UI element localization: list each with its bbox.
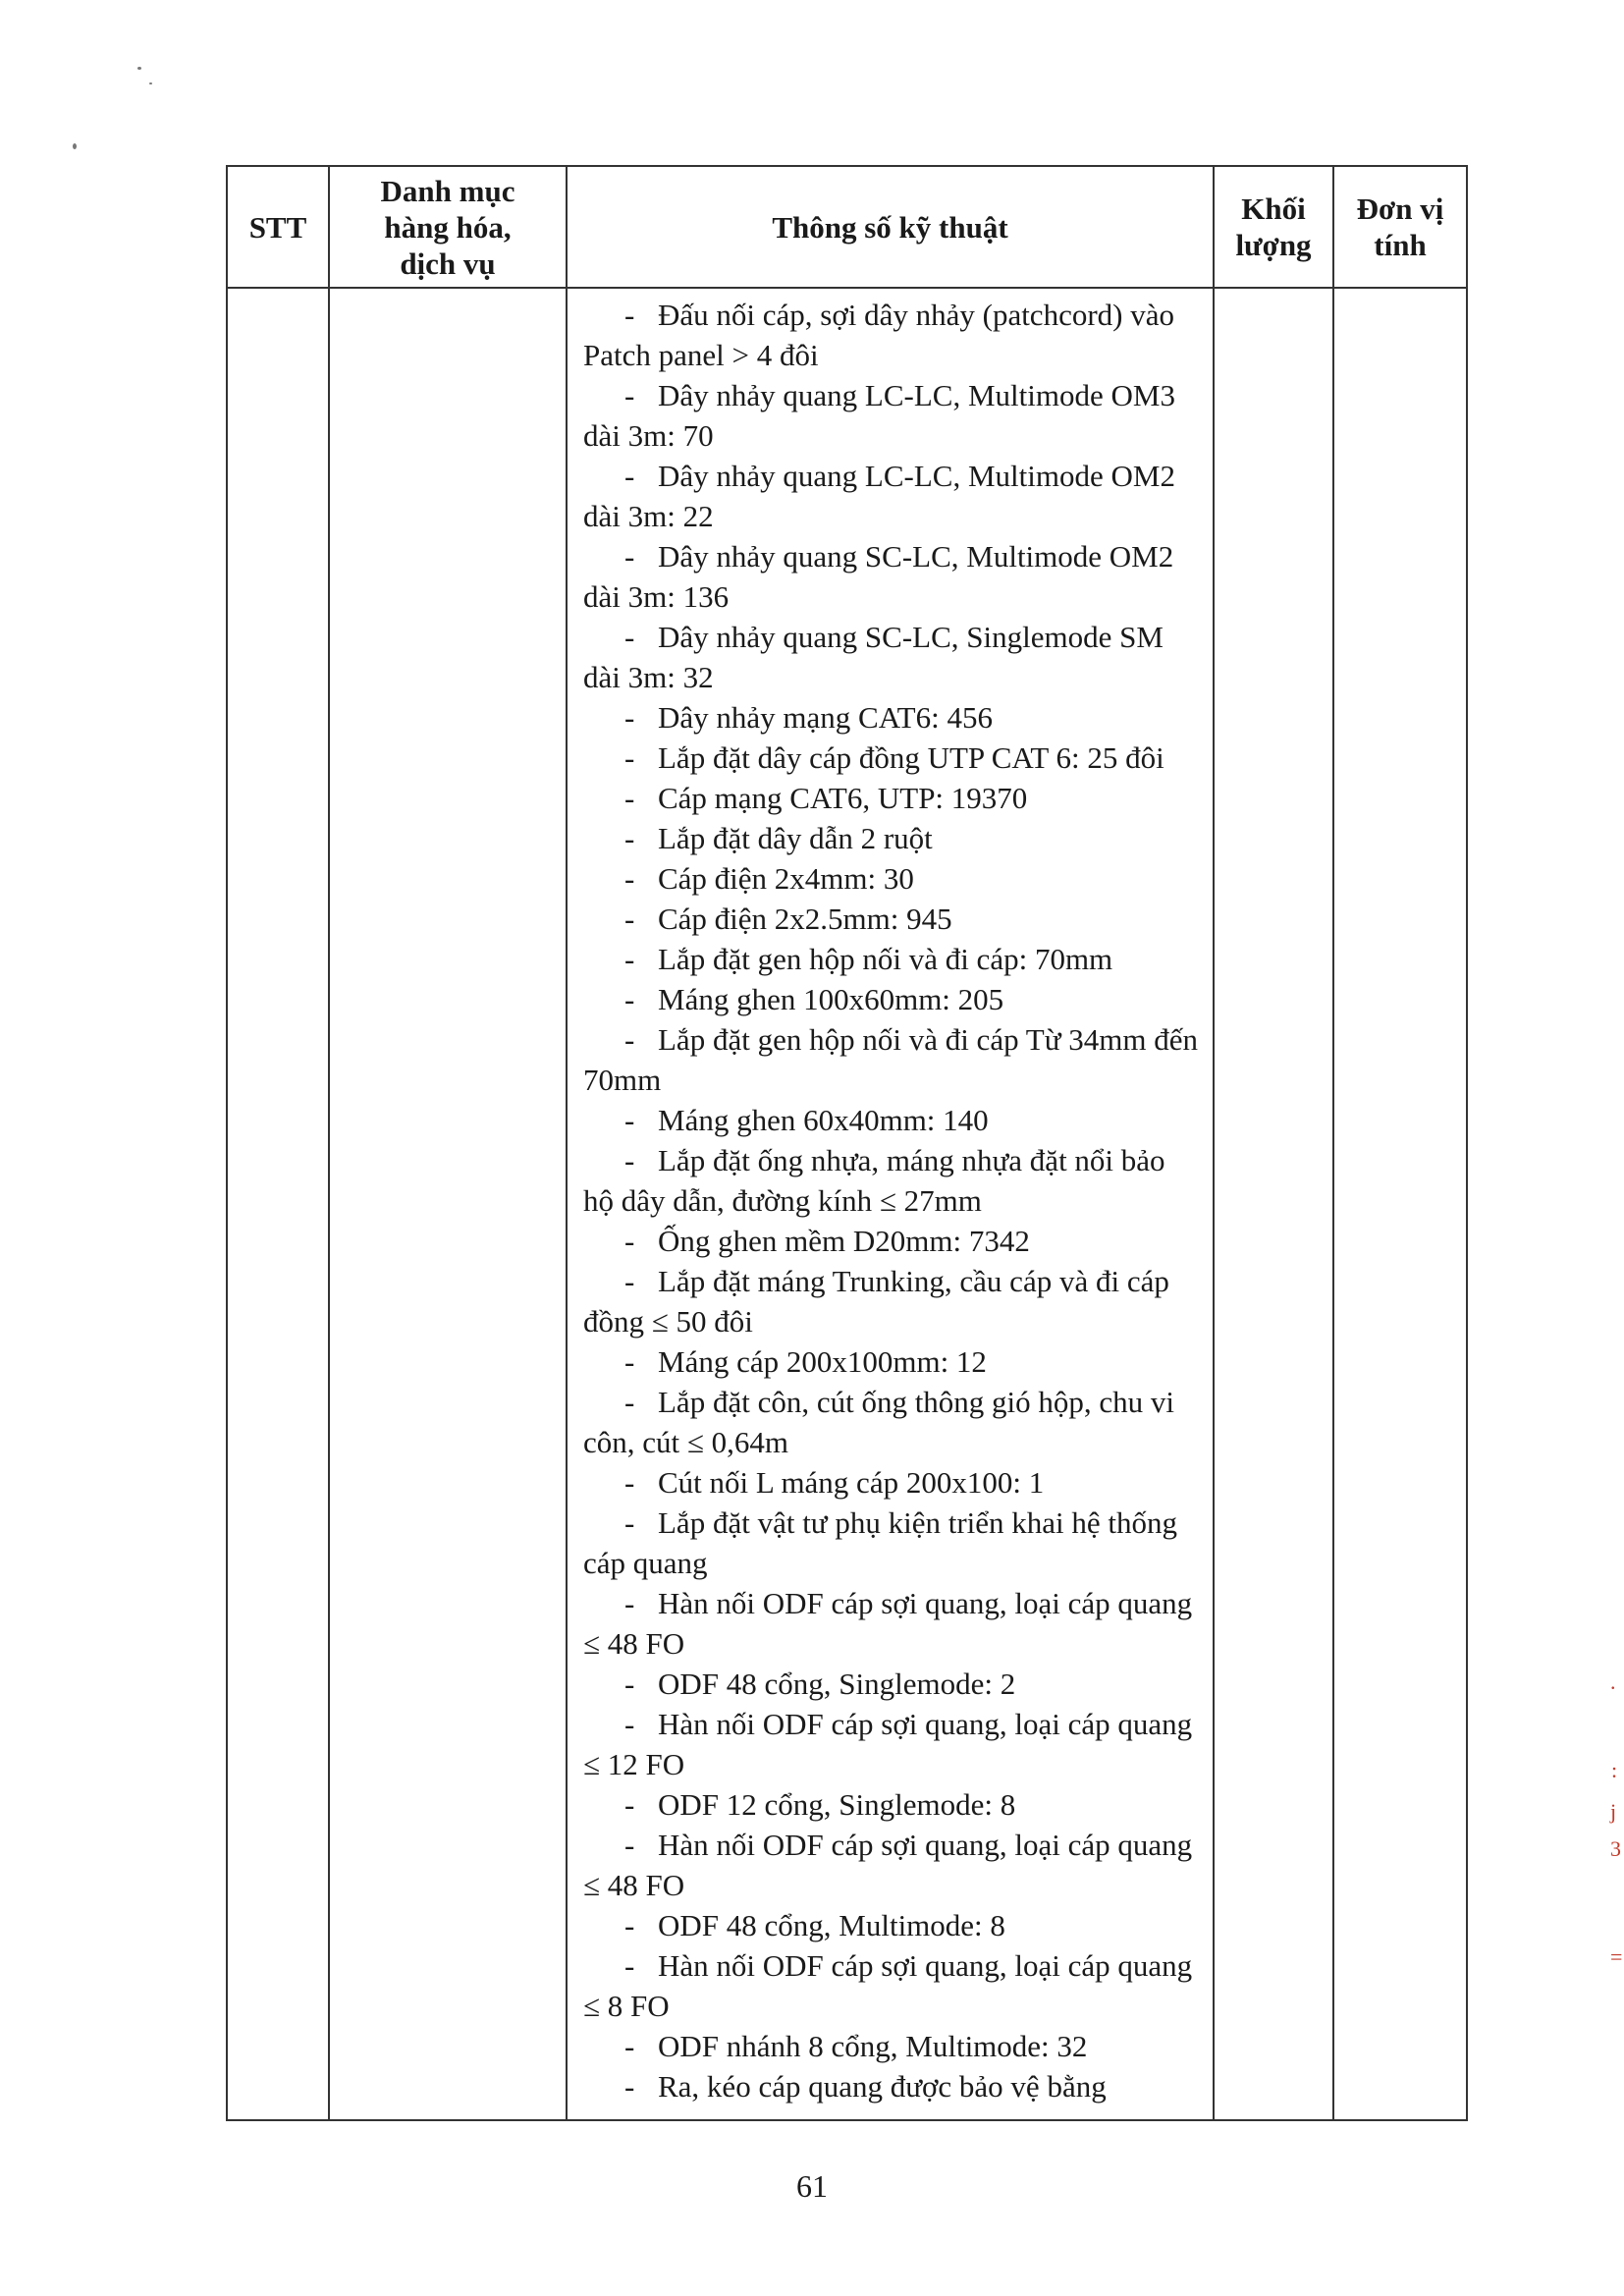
list-dash: - — [624, 700, 635, 735]
list-dash: - — [624, 1385, 635, 1419]
list-item-text: Ống ghen mềm D20mm: 7342 — [658, 1224, 1030, 1258]
list-item — [583, 1019, 1203, 1100]
list-dash: - — [624, 1143, 635, 1177]
list-dash: - — [624, 1022, 635, 1057]
table-header-row — [227, 166, 1467, 288]
scan-speck — [137, 67, 141, 70]
list-dash: - — [624, 1264, 635, 1298]
list-item-text: Máng cáp 200x100mm: 12 — [658, 1344, 987, 1379]
list-dash: - — [624, 861, 635, 896]
spec-list — [583, 295, 1203, 2106]
list-item — [583, 617, 1203, 697]
list-item-text: Dây nhảy quang SC-LC, Singlemode SM dài 3m: 32 — [583, 620, 1164, 694]
list-dash: - — [624, 942, 635, 976]
header-unit: Đơn vị tính — [1333, 166, 1467, 288]
category-cell — [329, 288, 567, 2120]
list-item — [583, 1784, 1203, 1825]
list-item-text: Máng ghen 60x40mm: 140 — [658, 1103, 989, 1137]
list-item-text: Lắp đặt gen hộp nối và đi cáp Từ 34mm đến 70mm — [583, 1022, 1198, 1097]
list-item — [583, 1382, 1203, 1462]
list-item — [583, 375, 1203, 456]
list-item — [583, 738, 1203, 778]
list-item-text: Cút nối L máng cáp 200x100: 1 — [658, 1465, 1045, 1500]
list-item — [583, 1100, 1203, 1140]
stt-cell — [227, 288, 329, 2120]
list-item — [583, 1664, 1203, 1704]
list-item — [583, 697, 1203, 738]
list-item — [583, 979, 1203, 1019]
list-item — [583, 899, 1203, 939]
list-item — [583, 1905, 1203, 1945]
list-item-text: Ra, kéo cáp quang được bảo vệ bằng — [658, 2069, 1107, 2104]
list-item — [583, 1341, 1203, 1382]
list-dash: - — [624, 1344, 635, 1379]
list-item — [583, 778, 1203, 818]
list-item — [583, 1221, 1203, 1261]
list-item — [583, 1503, 1203, 1583]
table-row — [227, 288, 1467, 2120]
scan-stamp-fragment: = — [1610, 1944, 1623, 1969]
list-item — [583, 295, 1203, 375]
list-item-text: Lắp đặt vật tư phụ kiện triển khai hệ thống cáp quang — [583, 1505, 1178, 1580]
list-dash: - — [624, 1505, 635, 1540]
scan-stamp-fragment: 3 — [1610, 1836, 1621, 1861]
list-dash: - — [624, 298, 635, 332]
scan-stamp-fragment: j — [1610, 1799, 1617, 1824]
list-dash: - — [624, 1828, 635, 1862]
unit-cell — [1333, 288, 1467, 2120]
list-dash: - — [624, 1586, 635, 1620]
list-dash: - — [624, 1948, 635, 1983]
list-item-text: Lắp đặt ống nhựa, máng nhựa đặt nổi bảo hộ dây dẫn, đường kính ≤ 27mm — [583, 1143, 1165, 1218]
list-dash: - — [624, 1707, 635, 1741]
list-item-text: Hàn nối ODF cáp sợi quang, loại cáp quang ≤ 48 FO — [583, 1586, 1193, 1661]
list-item — [583, 1140, 1203, 1221]
list-item-text: Lắp đặt gen hộp nối và đi cáp: 70mm — [658, 942, 1113, 976]
list-item — [583, 858, 1203, 899]
list-item — [583, 2066, 1203, 2106]
list-item-text: Cáp mạng CAT6, UTP: 19370 — [658, 781, 1028, 815]
list-item-text: Hàn nối ODF cáp sợi quang, loại cáp quang ≤ 12 FO — [583, 1707, 1193, 1781]
list-dash: - — [624, 902, 635, 936]
list-item-text: Hàn nối ODF cáp sợi quang, loại cáp quang ≤ 48 FO — [583, 1828, 1193, 1902]
header-quantity: Khối lượng — [1214, 166, 1333, 288]
list-item-text: Dây nhảy mạng CAT6: 456 — [658, 700, 993, 735]
list-item-text: ODF 48 cổng, Singlemode: 2 — [658, 1667, 1016, 1701]
list-item — [583, 1583, 1203, 1664]
list-item-text: Máng ghen 100x60mm: 205 — [658, 982, 1004, 1016]
list-dash: - — [624, 1667, 635, 1701]
page-number: 61 — [796, 2168, 828, 2204]
list-dash: - — [624, 982, 635, 1016]
list-item-text: Dây nhảy quang LC-LC, Multimode OM2 dài 3m: 22 — [583, 459, 1175, 533]
list-item-text: Lắp đặt dây dẫn 2 ruột — [658, 821, 933, 855]
header-category: Danh mục hàng hóa, dịch vụ — [329, 166, 567, 288]
list-dash: - — [624, 1465, 635, 1500]
list-dash: - — [624, 2069, 635, 2104]
list-dash: - — [624, 539, 635, 574]
list-item — [583, 1825, 1203, 1905]
list-dash: - — [624, 2029, 635, 2063]
list-item — [583, 1261, 1203, 1341]
list-item-text: Lắp đặt dây cáp đồng UTP CAT 6: 25 đôi — [658, 740, 1164, 775]
scan-stamp-fragment: . — [1610, 1669, 1616, 1694]
list-dash: - — [624, 781, 635, 815]
header-spec: Thông số kỹ thuật — [567, 166, 1214, 288]
scan-stamp-fragment: : — [1611, 1758, 1618, 1782]
list-item-text: Lắp đặt máng Trunking, cầu cáp và đi cáp đồng ≤ 50 đôi — [583, 1264, 1169, 1339]
list-dash: - — [624, 459, 635, 493]
list-dash: - — [624, 1908, 635, 1942]
list-item-text: ODF 12 cổng, Singlemode: 8 — [658, 1787, 1016, 1822]
list-dash: - — [624, 740, 635, 775]
list-dash: - — [624, 1103, 635, 1137]
quantity-cell — [1214, 288, 1333, 2120]
list-item — [583, 1462, 1203, 1503]
list-item — [583, 939, 1203, 979]
list-item-text: Cáp điện 2x4mm: 30 — [658, 861, 914, 896]
scan-speck — [149, 82, 152, 84]
list-item — [583, 536, 1203, 617]
list-item — [583, 456, 1203, 536]
list-item — [583, 1945, 1203, 2026]
list-item-text: ODF 48 cổng, Multimode: 8 — [658, 1908, 1005, 1942]
list-item-text: Hàn nối ODF cáp sợi quang, loại cáp quang ≤ 8 FO — [583, 1948, 1193, 2023]
list-item-text: ODF nhánh 8 cổng, Multimode: 32 — [658, 2029, 1088, 2063]
list-dash: - — [624, 821, 635, 855]
list-item-text: Đấu nối cáp, sợi dây nhảy (patchcord) vào Patch panel > 4 đôi — [583, 298, 1174, 372]
list-item-text: Dây nhảy quang SC-LC, Multimode OM2 dài 3m: 136 — [583, 539, 1174, 614]
list-dash: - — [624, 1787, 635, 1822]
list-item-text: Lắp đặt côn, cút ống thông gió hộp, chu vi côn, cút ≤ 0,64m — [583, 1385, 1175, 1459]
spec-table — [226, 165, 1468, 2121]
list-item — [583, 1704, 1203, 1784]
header-stt: STT — [227, 166, 329, 288]
list-item-text: Dây nhảy quang LC-LC, Multimode OM3 dài 3m: 70 — [583, 378, 1175, 453]
list-dash: - — [624, 620, 635, 654]
list-item-text: Cáp điện 2x2.5mm: 945 — [658, 902, 952, 936]
list-dash: - — [624, 1224, 635, 1258]
list-item — [583, 2026, 1203, 2066]
scan-speck — [73, 143, 77, 149]
spec-cell — [567, 288, 1214, 2120]
list-dash: - — [624, 378, 635, 412]
list-item — [583, 818, 1203, 858]
